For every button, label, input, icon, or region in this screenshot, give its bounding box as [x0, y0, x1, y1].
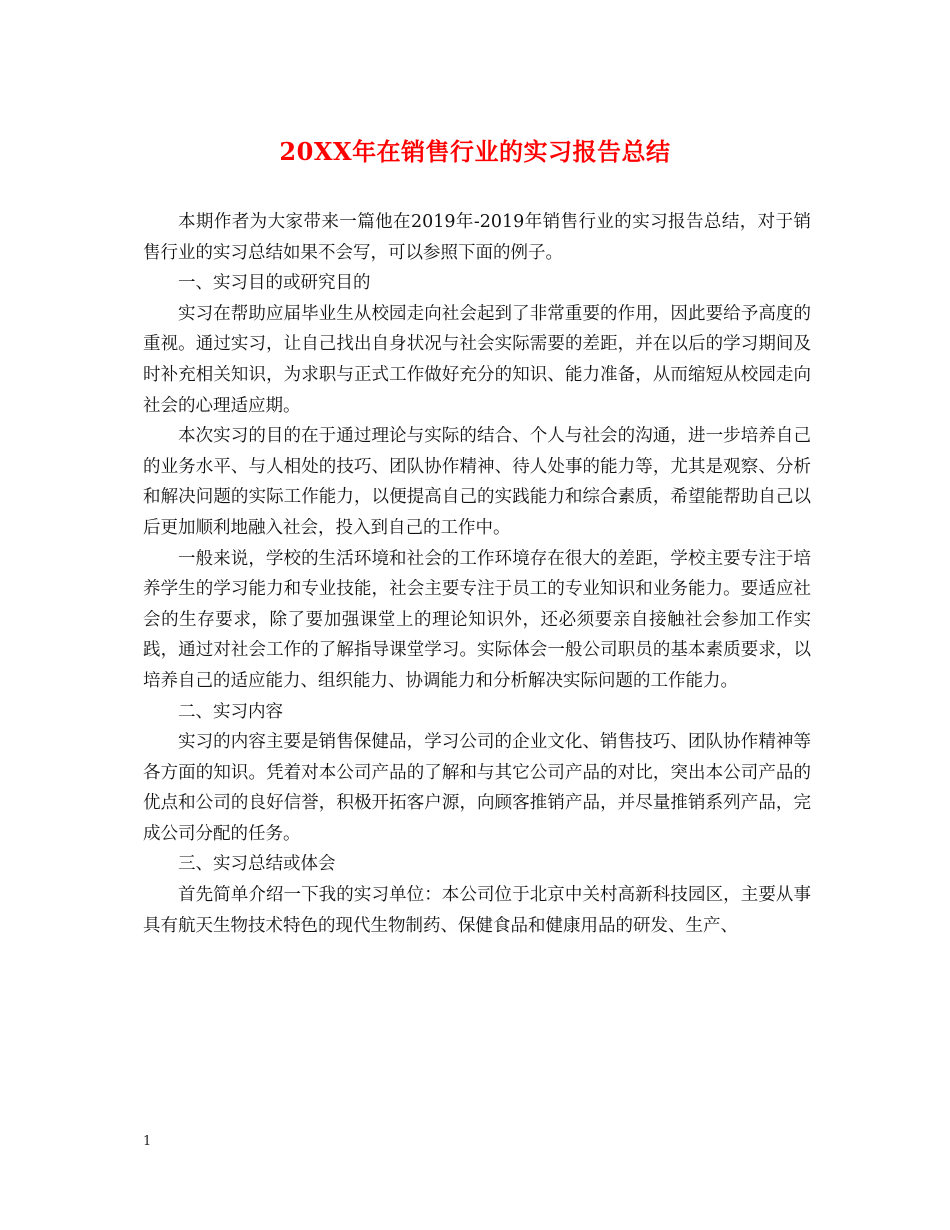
- intro-paragraph: 本期作者为大家带来一篇他在2019年-2019年销售行业的实习报告总结，对于销售行业的实习总结如果不会写，可以参照下面的例子。: [143, 212, 811, 263]
- purpose-paragraph-2: 本次实习的目的在于通过理论与实际的结合、个人与社会的沟通，进一步培养自己的业务水平、与人相处的技巧、团队协作精神、待人处事的能力等，尤其是观察、分析和解决问题的实际工作能力，以便提高自己的实践能力和综合素质，希望能帮助自己以后更加顺利地融入社会，投入到自己的工作中。: [143, 426, 811, 538]
- section-heading-summary: 三、实习总结或体会: [178, 854, 336, 875]
- section-heading-purpose: 一、实习目的或研究目的: [178, 273, 371, 294]
- document-title: 20XX年在销售行业的实习报告总结: [279, 137, 671, 166]
- purpose-paragraph-3: 一般来说，学校的生活环境和社会的工作环境存在很大的差距，学校主要专注于培养学生的学习能力和专业技能，社会主要专注于员工的专业知识和业务能力。要适应社会的生存要求，除了要加强课堂上的理论知识外，还必须要亲自接触社会参加工作实践，通过对社会工作的了解指导课堂学习。实际体会一般公司职员的基本素质要求，以培养自己的适应能力、组织能力、协调能力和分析解决实际问题的工作能力。: [143, 548, 811, 691]
- section-heading-content: 二、实习内容: [178, 701, 283, 722]
- document-body: [143, 207, 811, 941]
- purpose-paragraph-1: 实习在帮助应届毕业生从校园走向社会起到了非常重要的作用，因此要给予高度的重视。通过实习，让自己找出自身状况与社会实际需要的差距，并在以后的学习期间及时补充相关知识，为求职与正式工作做好充分的知识、能力准备，从而缩短从校园走向社会的心理适应期。: [143, 303, 811, 416]
- page-number: 1: [143, 1134, 152, 1149]
- content-paragraph: 实习的内容主要是销售保健品，学习公司的企业文化、销售技巧、团队协作精神等各方面的知识。凭着对本公司产品的了解和与其它公司产品的对比，突出本公司产品的优点和公司的良好信誉，积极开拓客户源，向顾客推销产品，并尽量推销系列产品，完成公司分配的任务。: [143, 732, 811, 844]
- summary-paragraph: 首先简单介绍一下我的实习单位：本公司位于北京中关村高新科技园区，主要从事具有航天生物技术特色的现代生物制药、保健食品和健康用品的研发、生产、: [143, 885, 811, 936]
